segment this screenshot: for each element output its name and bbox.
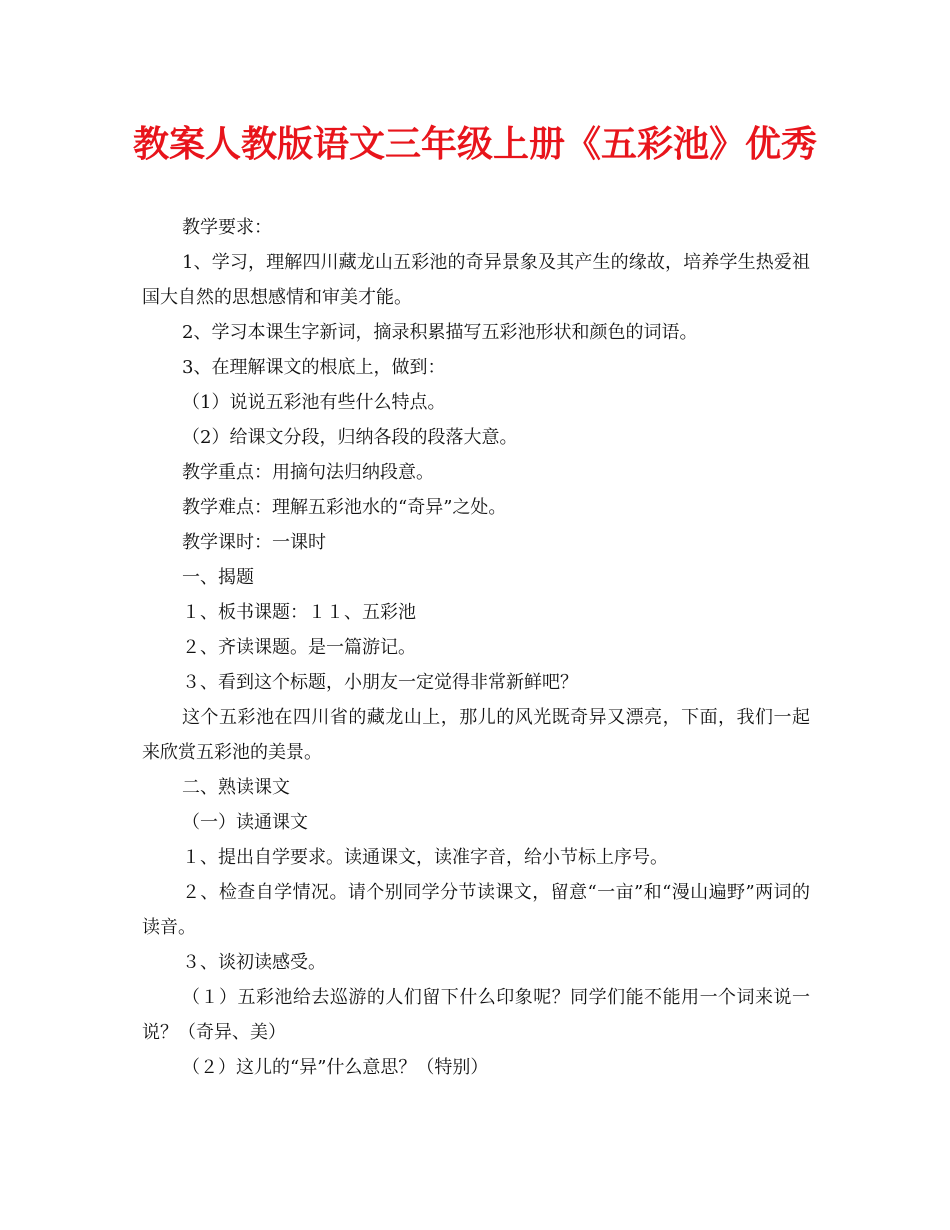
paragraph: １、提出自学要求。读通课文，读准字音，给小节标上序号。 xyxy=(182,847,668,868)
paragraph: （1）说说五彩池有些什么特点。 xyxy=(182,392,446,413)
paragraph: 2、学习本课生字新词，摘录积累描写五彩池形状和颜色的词语。 xyxy=(182,322,698,343)
paragraph: 教学要求： xyxy=(182,217,272,238)
paragraph: ３、看到这个标题，小朋友一定觉得非常新鲜吧？ xyxy=(182,672,578,693)
paragraph: 一、揭题 xyxy=(182,567,254,588)
paragraph: （２）这儿的“异”什么意思？（特别） xyxy=(182,1057,489,1078)
paragraph: １、板书课题：１１、五彩池 xyxy=(182,602,416,623)
paragraph: 教学难点：理解五彩池水的“奇异”之处。 xyxy=(182,497,507,518)
document-body xyxy=(142,210,810,1085)
document-title: 教案人教版语文三年级上册《五彩池》优秀 xyxy=(132,123,817,165)
paragraph: 二、熟读课文 xyxy=(182,777,290,798)
paragraph: 1、学习，理解四川藏龙山五彩池的奇异景象及其产生的缘故，培养学生热爱祖国大自然的思想感情和审美才能。 xyxy=(142,252,810,308)
paragraph: （2）给课文分段，归纳各段的段落大意。 xyxy=(182,427,518,448)
paragraph: ２、齐读课题。是一篇游记。 xyxy=(182,637,416,658)
paragraph: 教学课时：一课时 xyxy=(182,532,326,553)
paragraph: ３、谈初读感受。 xyxy=(182,952,326,973)
paragraph: （１）五彩池给去巡游的人们留下什么印象呢？同学们能不能用一个词来说一说？（奇异、美） xyxy=(142,987,810,1043)
paragraph: 这个五彩池在四川省的藏龙山上，那儿的风光既奇异又漂亮，下面，我们一起来欣赏五彩池的美景。 xyxy=(142,707,810,763)
paragraph: ２、检查自学情况。请个别同学分节读课文，留意“一亩”和“漫山遍野”两词的读音。 xyxy=(142,882,810,938)
paragraph: （一）读通课文 xyxy=(182,812,308,833)
paragraph: 教学重点：用摘句法归纳段意。 xyxy=(182,462,434,483)
paragraph: 3、在理解课文的根底上，做到： xyxy=(182,357,446,378)
